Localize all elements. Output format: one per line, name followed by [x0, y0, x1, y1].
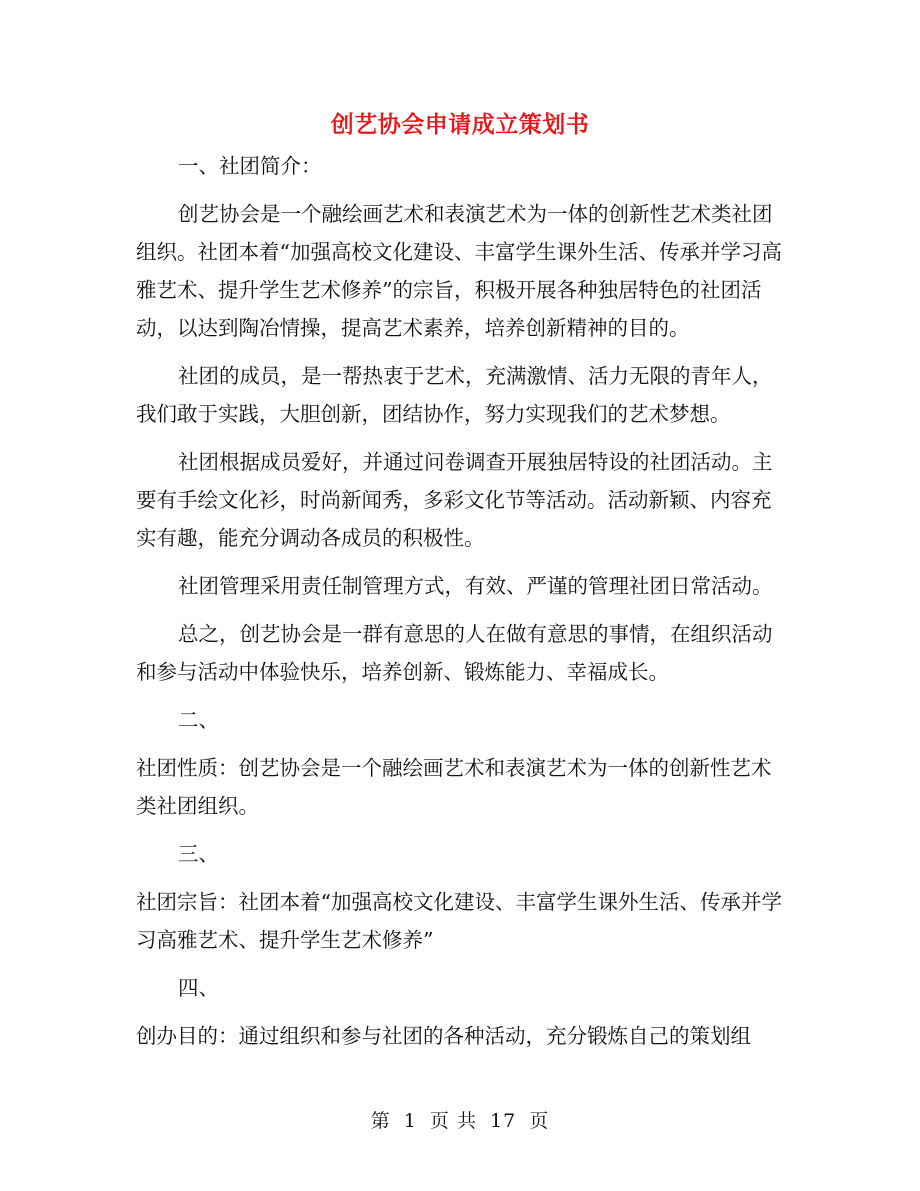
section-heading: 四、: [178, 976, 219, 1000]
page-footer: [0, 1106, 920, 1133]
document-body: [136, 147, 786, 1065]
section-heading: 三、: [178, 842, 219, 866]
page-label-prefix: 第: [370, 1110, 391, 1132]
paragraph: 创办目的：通过组织和参与社团的各种活动，充分锻炼自己的策划组: [136, 1024, 751, 1048]
total-pages-number: 17: [490, 1110, 517, 1132]
paragraph: 社团根据成员爱好，并通过问卷调查开展独居特设的社团活动。主要有手绘文化衫，时尚新闻秀，多彩文化节等活动。活动新颖、内容充实有趣，能充分调动各成员的积极性。: [136, 450, 773, 550]
paragraph: 总之，创艺协会是一群有意思的人在做有意思的事情，在组织活动和参与活动中体验快乐，培养创新、锻炼能力、幸福成长。: [136, 622, 773, 684]
paragraph: 社团管理采用责任制管理方式，有效、严谨的管理社团日常活动。: [178, 574, 773, 598]
paragraph: 创艺协会是一个融绘画艺术和表演艺术为一体的创新性艺术类社团组织。社团本着“加强高校文化建设、丰富学生课外生活、传承并学习高雅艺术、提升学生艺术修养”的宗旨，积极开展各种独居特色的社团活动，以达到陶冶情操，提高艺术素养，培养创新精神的目的。: [136, 202, 782, 340]
current-page-number: 1: [403, 1110, 417, 1132]
section-heading: 二、: [178, 708, 219, 732]
paragraph: 社团宗旨：社团本着“加强高校文化建设、丰富学生课外生活、传承并学习高雅艺术、提升学生艺术修养”: [136, 890, 782, 952]
document-title: 创艺协会申请成立策划书: [330, 111, 590, 138]
paragraph: 社团的成员，是一帮热衷于艺术，充满激情、活力无限的青年人，我们敢于实践，大胆创新，团结协作，努力实现我们的艺术梦想。: [136, 364, 773, 426]
paragraph: 一、社团简介：: [178, 154, 322, 178]
page-label-mid: 页 共: [429, 1110, 477, 1132]
paragraph: 社团性质：创艺协会是一个融绘画艺术和表演艺术为一体的创新性艺术类社团组织。: [136, 756, 772, 818]
page-label-suffix: 页: [529, 1110, 550, 1132]
